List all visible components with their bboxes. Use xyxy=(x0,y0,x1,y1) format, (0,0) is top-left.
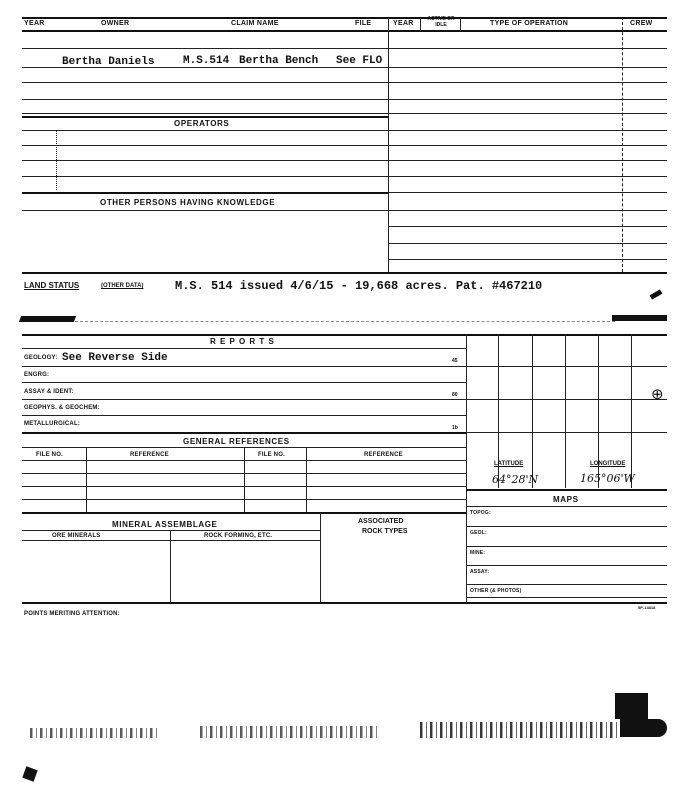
col-file: FILE xyxy=(355,20,372,27)
active-divider xyxy=(460,17,461,32)
reports-title: R E P O R T S xyxy=(210,337,275,346)
mineral-assemblage-title: MINERAL ASSEMBLAGE xyxy=(112,520,218,529)
rock-forming-label: ROCK FORMING, ETC. xyxy=(204,533,273,539)
rule xyxy=(22,540,320,541)
rule xyxy=(22,113,667,114)
rule xyxy=(22,415,466,416)
reports-top-rule xyxy=(22,334,667,336)
maps-mine: MINE: xyxy=(470,550,486,556)
ore-minerals-label: ORE MINERALS xyxy=(52,533,101,539)
rule xyxy=(22,486,466,487)
latitude-label: LATITUDE xyxy=(494,461,524,467)
ref-col-file-no-2: FILE NO. xyxy=(258,452,285,458)
longitude-value: 165°06'W xyxy=(580,472,635,485)
ref-divider xyxy=(306,447,307,513)
rule xyxy=(22,210,388,211)
ink-smudge xyxy=(19,316,76,322)
assay-label: ASSAY & IDENT: xyxy=(24,389,74,395)
rule xyxy=(22,48,667,49)
rule xyxy=(466,489,667,491)
engrg-label: ENGRG: xyxy=(24,372,50,378)
ink-smudge xyxy=(22,766,37,781)
rule xyxy=(22,499,466,500)
scan-noise xyxy=(200,726,380,738)
rule xyxy=(22,512,466,514)
form-number: 5P-14818 xyxy=(638,605,656,610)
ref-divider xyxy=(86,447,87,513)
claim-name-value: Bertha Bench xyxy=(239,55,319,67)
faint-rule xyxy=(75,321,615,322)
rule xyxy=(22,130,667,131)
rule xyxy=(22,99,667,100)
header-rule xyxy=(22,30,667,32)
rule xyxy=(388,192,667,193)
land-status-sublabel: (OTHER DATA) xyxy=(101,283,144,289)
geophys-label: GEOPHYS. & GEOCHEM: xyxy=(24,405,100,411)
rule xyxy=(466,584,667,585)
margin-circle-mark: ⊕ xyxy=(651,385,664,403)
maps-other: OTHER (& PHOTOS) xyxy=(470,588,522,594)
owner-value: Bertha Daniels xyxy=(62,56,155,68)
rule xyxy=(22,192,388,194)
rule xyxy=(388,210,667,211)
rule xyxy=(22,176,667,177)
rule xyxy=(388,243,667,244)
col-year-2: YEAR xyxy=(393,20,414,27)
rule xyxy=(22,160,667,161)
assay-num: 80 xyxy=(452,392,458,398)
top-rule xyxy=(22,17,667,19)
land-status-label: LAND STATUS xyxy=(24,281,80,290)
maps-topog: TOPOG: xyxy=(470,510,491,516)
rule xyxy=(22,272,667,274)
rule xyxy=(466,526,667,527)
col-crew: CREW xyxy=(630,20,653,27)
mineral-divider xyxy=(320,512,321,602)
ink-smudge xyxy=(612,315,667,321)
rule xyxy=(22,348,466,349)
col-claim-name: CLAIM NAME xyxy=(231,20,279,27)
rock-types-label: ROCK TYPES xyxy=(362,528,408,535)
maps-title: MAPS xyxy=(553,495,579,504)
col-active-idle: ACTIVE OR IDLE xyxy=(427,16,455,28)
reports-right-divider xyxy=(466,334,467,602)
points-meriting-label: POINTS MERITING ATTENTION: xyxy=(24,611,120,617)
scan-noise xyxy=(420,722,620,738)
ink-smudge xyxy=(615,693,648,719)
rule xyxy=(22,602,667,604)
rule xyxy=(22,432,466,434)
rule xyxy=(22,382,466,383)
rule xyxy=(22,473,466,474)
ink-smudge xyxy=(620,719,667,737)
metallurgical-label: METALLURGICAL: xyxy=(24,421,81,427)
ref-col-reference-2: REFERENCE xyxy=(364,452,403,458)
col-owner: OWNER xyxy=(101,20,130,27)
rule xyxy=(22,82,667,83)
col-year: YEAR xyxy=(24,20,45,27)
associated-label: ASSOCIATED xyxy=(358,518,404,525)
grid-line xyxy=(631,334,632,488)
other-persons-title: OTHER PERSONS HAVING KNOWLEDGE xyxy=(100,198,276,207)
maps-geol: GEOL: xyxy=(470,530,487,536)
rule xyxy=(466,565,667,566)
claim-number: M.S.514 xyxy=(183,55,230,67)
grid-line xyxy=(466,399,667,400)
year-divider xyxy=(420,17,421,32)
rule xyxy=(388,226,667,227)
grid-line xyxy=(466,432,667,433)
rule xyxy=(466,506,667,507)
geology-label: GEOLOGY: xyxy=(24,355,58,361)
rule xyxy=(22,366,466,367)
metallurgical-num: 1b xyxy=(452,425,458,431)
latitude-value: 64°28'N xyxy=(492,473,539,486)
rule xyxy=(22,530,320,531)
rule xyxy=(22,67,667,68)
operators-title: OPERATORS xyxy=(174,119,230,128)
rule xyxy=(22,399,466,400)
rule xyxy=(466,546,667,547)
scan-noise xyxy=(30,728,160,738)
ref-divider xyxy=(244,447,245,513)
grid-line xyxy=(532,334,533,488)
maps-assay: ASSAY: xyxy=(470,569,490,575)
ref-col-reference-1: REFERENCE xyxy=(130,452,169,458)
file-value: See FLO xyxy=(336,55,383,67)
rule xyxy=(388,259,667,260)
rule xyxy=(22,116,388,118)
col-type-of-operation: TYPE OF OPERATION xyxy=(490,20,569,27)
geology-num: 45 xyxy=(452,358,458,364)
ref-col-file-no-1: FILE NO. xyxy=(36,452,63,458)
rule xyxy=(22,145,667,146)
ink-smudge xyxy=(650,289,663,299)
rule xyxy=(466,597,667,598)
longitude-label: LONGITUDE xyxy=(590,461,626,467)
general-references-title: GENERAL REFERENCES xyxy=(183,437,290,446)
land-status-value: M.S. 514 issued 4/6/15 - 19,668 acres. Pat. #467210 xyxy=(175,279,543,293)
grid-line xyxy=(466,366,667,367)
geology-value: See Reverse Side xyxy=(62,352,168,364)
coord-divider xyxy=(565,458,566,488)
